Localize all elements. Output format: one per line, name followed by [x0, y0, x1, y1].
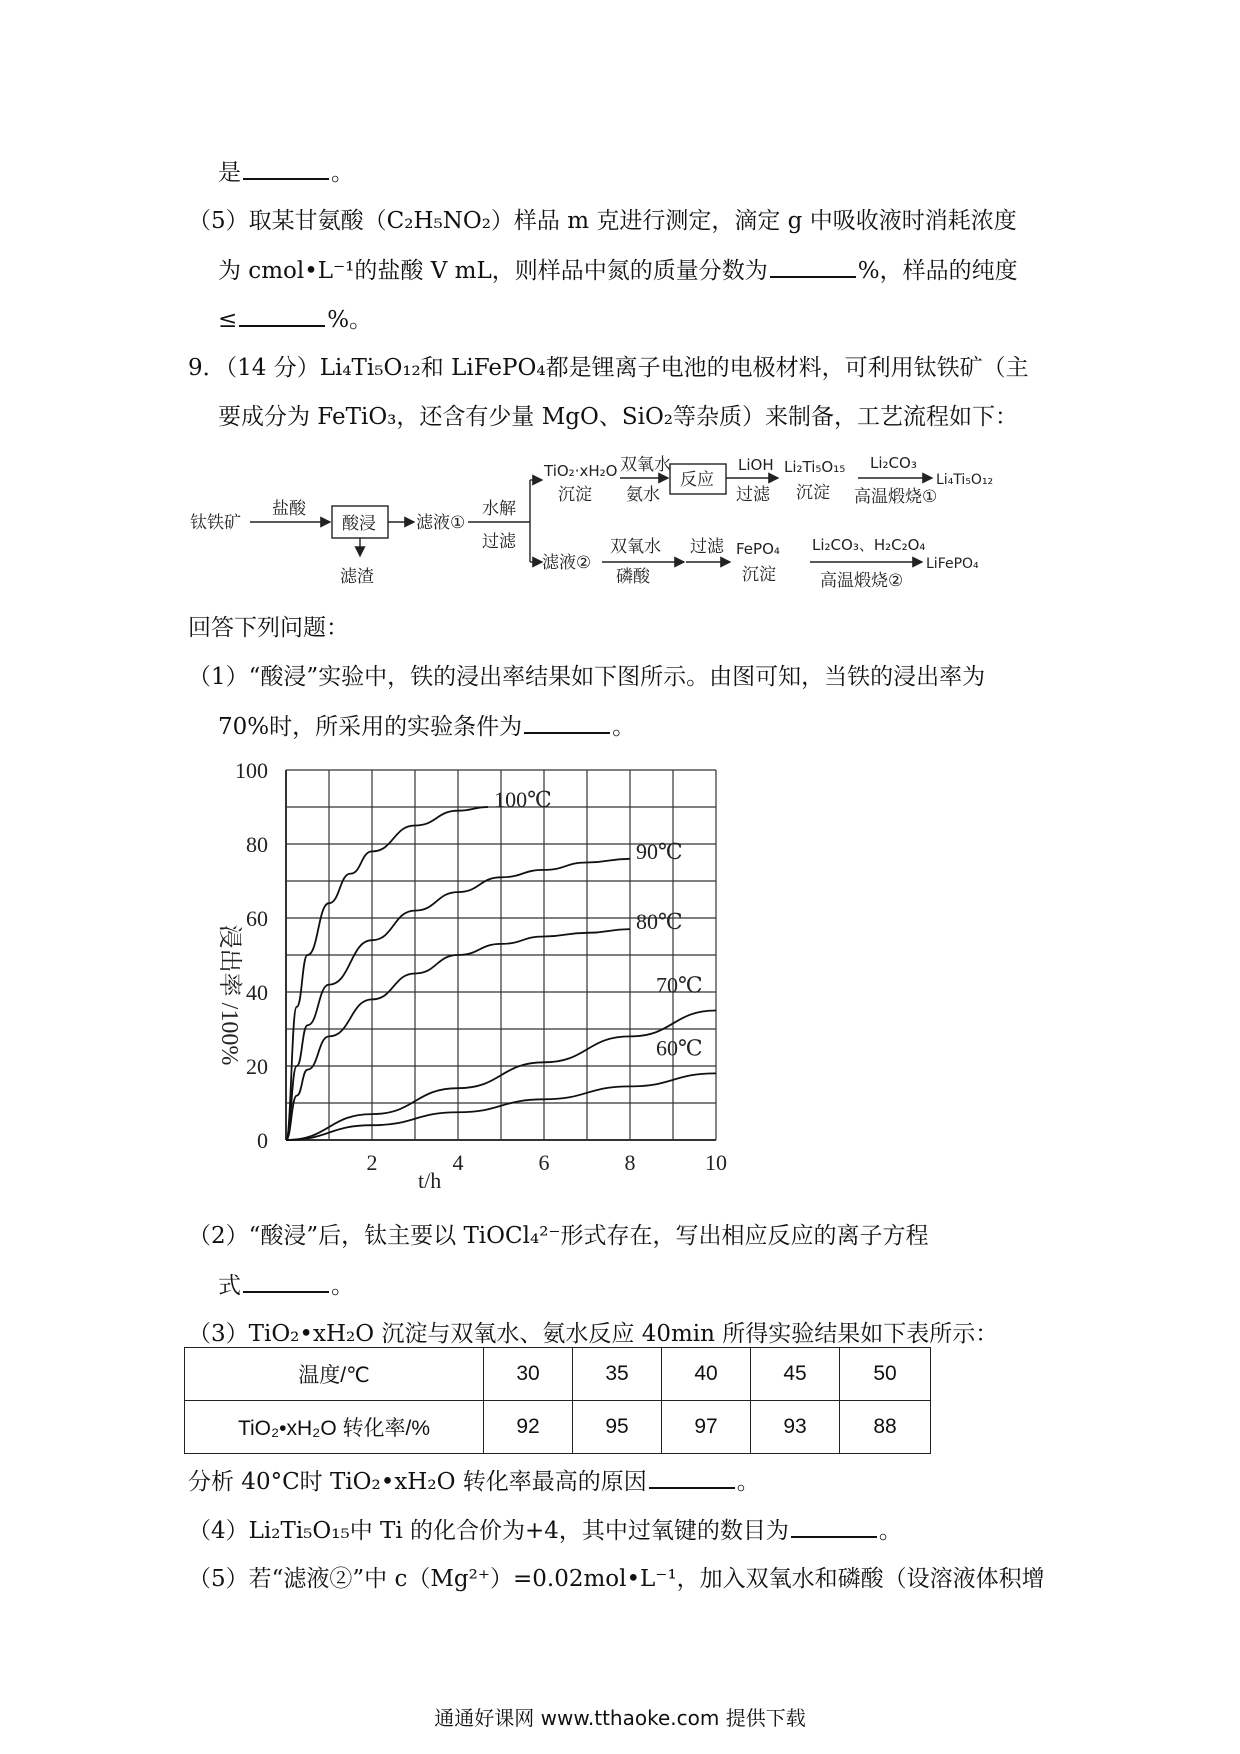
flow-h2o2-b: 双氧水 [610, 537, 661, 557]
flow-hcl: 盐酸 [272, 499, 306, 519]
y-tick-label: 0 [257, 1128, 268, 1153]
y-tick-label: 60 [246, 906, 268, 931]
q9-p2-line2 [218, 1269, 354, 1302]
flow-filtrate1: 滤液① [416, 513, 466, 533]
q8-p5-line2 [218, 254, 1018, 287]
flow-precip: 沉淀 [558, 485, 592, 505]
q8-line1 [218, 156, 354, 189]
series-label: 80℃ [636, 909, 683, 935]
flow-h2o2: 双氧水 [620, 455, 671, 475]
answer-blank [243, 1269, 329, 1293]
q8-p5-text-b: %，样品的纯度 [857, 258, 1018, 284]
y-tick-label: 100 [235, 758, 268, 783]
table-cell: 35 [573, 1348, 662, 1401]
q9-analysis-text: 分析 40°C时 TiO₂•xH₂O 转化率最高的原因 [188, 1469, 647, 1495]
flow-lioh: LiOH [738, 456, 774, 474]
flow-precip3: 沉淀 [742, 565, 776, 585]
flow-filter2: 过滤 [736, 485, 770, 505]
answer-blank [243, 156, 329, 180]
flow-calc1: 高温煅烧① [854, 487, 938, 507]
y-tick-label: 40 [246, 980, 268, 1005]
process-flow-diagram [190, 450, 1080, 600]
q9-p2-text: 式 [218, 1273, 241, 1299]
q9-p4 [188, 1514, 902, 1547]
flow-li2co3: Li₂CO₃ [870, 454, 917, 472]
answer-blank [791, 1514, 877, 1538]
table-cell: 95 [573, 1401, 662, 1454]
x-tick-label: 6 [538, 1150, 550, 1175]
q9-p3-line1: （3）TiO₂•xH₂O 沉淀与双氧水、氨水反应 40min 所得实验结果如下表所示： [188, 1321, 999, 1347]
q9-p4-text: （4）Li₂Ti₅O₁₅中 Ti 的化合价为+4，其中过氧键的数目为 [188, 1518, 789, 1544]
flow-li4ti5o12: Li₄Ti₅O₁₂ [936, 472, 994, 488]
q9-p2-line1: （2）“酸浸”后，钛主要以 TiOCl₄²⁻形式存在，写出相应反应的离子方程 [188, 1223, 929, 1249]
q9-intro-line1: 9．（14 分）Li₄Ti₅O₁₂和 LiFePO₄都是锂离子电池的电极材料，可利用钛铁矿（主 [188, 355, 1029, 381]
q9-p5-line1: （5）若“滤液②”中 c（Mg²⁺）=0.02mol•L⁻¹，加入双氧水和磷酸（设溶液体积增 [188, 1566, 1045, 1592]
x-tick-label: 2 [366, 1150, 378, 1175]
answer-blank [770, 254, 856, 278]
q8-line1-end: 。 [331, 160, 354, 186]
table-row [185, 1401, 931, 1454]
table-cell: 97 [662, 1401, 751, 1454]
x-tick-label: 8 [624, 1150, 636, 1175]
q9-p1-line2 [218, 710, 635, 743]
x-axis-label: t/h [418, 1168, 442, 1193]
table-row [185, 1348, 931, 1401]
series-label: 100℃ [494, 787, 552, 812]
table-cell: 30 [484, 1348, 573, 1401]
x-tick-label: 10 [705, 1150, 727, 1175]
flow-tio2: TiO₂·xH₂O [544, 462, 618, 480]
series-label: 60℃ [656, 1035, 703, 1061]
flow-filter3: 过滤 [690, 537, 724, 557]
answer-heading: 回答下列问题： [188, 615, 349, 641]
q9-analysis-end: 。 [736, 1469, 760, 1495]
flow-reaction: 反应 [680, 470, 714, 490]
flow-ammonia: 氨水 [626, 485, 660, 505]
q9-p1-text: 70%时，所采用的实验条件为 [218, 714, 523, 740]
flow-fepo4: FePO₄ [736, 540, 780, 558]
flow-calc2: 高温煅烧② [820, 571, 904, 591]
conversion-rate-table [184, 1347, 931, 1454]
q8-p5-end: %。 [327, 307, 373, 333]
leaching-rate-chart [190, 750, 750, 1200]
table-header-cell: 温度/℃ [185, 1348, 484, 1401]
flow-filtrate2: 滤液② [542, 553, 592, 573]
table-cell: 40 [662, 1348, 751, 1401]
q9-p1-end: 。 [612, 714, 636, 740]
table-cell: 50 [840, 1348, 931, 1401]
flow-filter: 过滤 [482, 532, 516, 552]
q8-p5-line1: （5）取某甘氨酸（C₂H₅NO₂）样品 m 克进行测定，滴定 g 中吸收液时消耗浓度 [188, 208, 1017, 234]
q8-p5-text-a: 为 cmol•L⁻¹的盐酸 V mL，则样品中氮的质量分数为 [218, 258, 768, 284]
q8-p5-line3 [218, 303, 372, 336]
series-label: 90℃ [636, 838, 683, 864]
flow-ore: 钛铁矿 [190, 513, 241, 533]
q9-p4-end: 。 [878, 1518, 902, 1544]
q8-line1-text: 是 [218, 160, 241, 186]
q9-analysis [188, 1465, 760, 1498]
page-footer: 通通好课网 www.tthaoke.com 提供下载 [434, 1706, 806, 1730]
table-cell: 93 [751, 1401, 840, 1454]
flow-precip2: 沉淀 [796, 483, 830, 503]
series-label: 70℃ [656, 972, 703, 998]
q8-p5-leq: ≤ [218, 307, 238, 333]
table-cell: 92 [484, 1401, 573, 1454]
table-header-cell: TiO₂•xH₂O 转化率/% [185, 1401, 484, 1454]
flow-lifepo4: LiFePO₄ [926, 556, 979, 572]
table-cell: 45 [751, 1348, 840, 1401]
flow-hydrolysis: 水解 [482, 499, 516, 519]
answer-blank [524, 710, 610, 734]
answer-blank [239, 303, 325, 327]
flow-residue: 滤渣 [340, 567, 374, 587]
table-cell: 88 [840, 1401, 931, 1454]
flow-reagents2: Li₂CO₃、H₂C₂O₄ [812, 536, 926, 554]
q9-p2-end: 。 [331, 1273, 354, 1299]
flow-acid-leach: 酸浸 [342, 514, 376, 534]
flow-li2ti5o15: Li₂Ti₅O₁₅ [784, 458, 846, 476]
answer-blank [649, 1465, 735, 1489]
y-tick-label: 80 [246, 832, 268, 857]
flow-phosacid: 磷酸 [616, 567, 650, 587]
q9-intro-line2: 要成分为 FeTiO₃，还含有少量 MgO、SiO₂等杂质）来制备，工艺流程如下： [218, 404, 1019, 430]
x-tick-label: 4 [452, 1150, 464, 1175]
q9-p1-line1: （1）“酸浸”实验中，铁的浸出率结果如下图所示。由图可知，当铁的浸出率为 [188, 664, 986, 690]
y-axis-label: 浸出率 /100% [216, 924, 242, 1066]
y-tick-label: 20 [246, 1054, 268, 1079]
